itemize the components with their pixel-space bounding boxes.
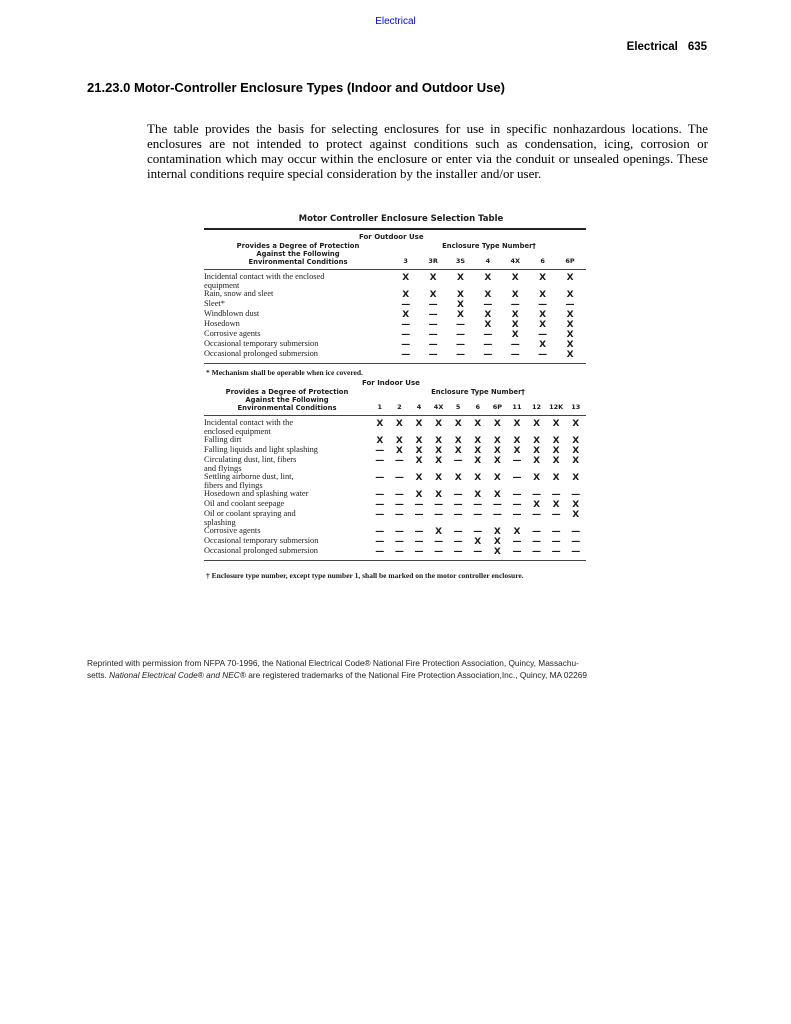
mark-cell: — bbox=[375, 446, 385, 456]
indoor-header-rule bbox=[204, 415, 586, 416]
outdoor-enclosure-header: Enclosure Type Number† bbox=[442, 242, 536, 250]
credit-line bbox=[87, 657, 717, 681]
mark-cell: — bbox=[394, 473, 404, 483]
mark-cell: X bbox=[474, 456, 482, 466]
mark-cell: — bbox=[375, 547, 385, 557]
mark-cell: — bbox=[401, 350, 411, 360]
outdoor-column-header: 6P bbox=[565, 257, 575, 265]
mark-cell: — bbox=[512, 490, 522, 500]
mark-cell: — bbox=[455, 320, 465, 330]
mark-cell: X bbox=[435, 527, 443, 537]
mark-cell: X bbox=[474, 419, 482, 429]
indoor-section bbox=[204, 379, 586, 580]
mark-cell: — bbox=[453, 500, 463, 510]
table-title: Motor Controller Enclosure Selection Table bbox=[298, 214, 504, 224]
mark-cell: — bbox=[512, 537, 522, 547]
mark-cell: — bbox=[375, 537, 385, 547]
mark-cell: — bbox=[565, 300, 575, 310]
mark-cell: X bbox=[539, 310, 547, 320]
mark-cell: — bbox=[473, 547, 483, 557]
mark-cell: X bbox=[493, 527, 501, 537]
mark-cell: — bbox=[401, 330, 411, 340]
row-marks bbox=[370, 456, 586, 466]
mark-cell: X bbox=[493, 419, 501, 429]
mark-cell: — bbox=[571, 547, 581, 557]
mark-cell: — bbox=[428, 310, 438, 320]
outdoor-column-header: 3R bbox=[428, 257, 438, 265]
mark-cell: X bbox=[402, 273, 410, 283]
mark-cell: — bbox=[428, 330, 438, 340]
condition-label: Corrosive agents bbox=[204, 526, 261, 535]
mark-cell: — bbox=[453, 490, 463, 500]
mark-cell: X bbox=[376, 436, 384, 446]
mark-cell: X bbox=[457, 273, 464, 283]
indoor-column-header: 5 bbox=[455, 403, 461, 411]
mark-cell: X bbox=[429, 273, 437, 283]
mark-cell: X bbox=[457, 300, 464, 310]
credit-prefix: setts. bbox=[87, 670, 110, 680]
mark-cell: — bbox=[453, 527, 463, 537]
indoor-column-header: 4 bbox=[416, 403, 422, 411]
condition-label: Rain, snow and sleet bbox=[204, 289, 274, 298]
outdoor-heading: For Outdoor Use bbox=[359, 233, 424, 241]
mark-cell: — bbox=[401, 340, 411, 350]
mark-cell: X bbox=[454, 446, 462, 456]
electrical-link[interactable]: Electrical bbox=[375, 16, 416, 27]
mark-cell: — bbox=[538, 350, 548, 360]
mark-cell: X bbox=[513, 527, 521, 537]
row-marks bbox=[392, 310, 584, 320]
mark-cell: — bbox=[394, 537, 404, 547]
row-marks bbox=[370, 500, 586, 510]
mark-cell: — bbox=[375, 527, 385, 537]
mark-cell: X bbox=[493, 456, 501, 466]
mark-cell: — bbox=[483, 330, 493, 340]
credit-trademark-names: National Electrical Code® and NEC® bbox=[109, 670, 246, 680]
mark-cell: X bbox=[454, 436, 462, 446]
indoor-column-header: 2 bbox=[397, 403, 402, 411]
mark-cell: — bbox=[532, 510, 542, 520]
row-marks bbox=[392, 330, 584, 340]
running-head-section: Electrical bbox=[626, 41, 678, 53]
mark-cell: — bbox=[571, 537, 581, 547]
mark-cell: X bbox=[415, 456, 423, 466]
condition-label: Falling dirt bbox=[204, 435, 242, 444]
mark-cell: X bbox=[435, 436, 443, 446]
mark-cell: — bbox=[571, 490, 581, 500]
mark-cell: — bbox=[492, 510, 502, 520]
outdoor-column-header: 3 bbox=[403, 257, 408, 265]
mark-cell: X bbox=[435, 456, 443, 466]
indoor-footnote: † Enclosure type number, except type number 1, shall be marked on the motor controller enclosure. bbox=[206, 571, 524, 580]
credit-line-2 bbox=[87, 669, 717, 681]
running-head bbox=[627, 41, 707, 53]
table-row bbox=[204, 310, 586, 320]
mark-cell: — bbox=[473, 500, 483, 510]
mark-cell: X bbox=[552, 446, 560, 456]
mark-cell: — bbox=[434, 547, 444, 557]
mark-cell: — bbox=[551, 537, 561, 547]
mark-cell: X bbox=[415, 419, 423, 429]
outdoor-column-header: 6 bbox=[540, 257, 545, 265]
table-row bbox=[204, 350, 586, 360]
indoor-column-header: 6P bbox=[492, 403, 502, 411]
condition-label: Circulating dust, lint, fibers and flyings bbox=[204, 455, 297, 473]
mark-cell: X bbox=[552, 500, 560, 510]
table-row bbox=[204, 547, 586, 557]
mark-cell: X bbox=[572, 446, 580, 456]
mark-cell: X bbox=[493, 490, 501, 500]
mark-cell: — bbox=[394, 527, 404, 537]
condition-label: Oil and coolant seepage bbox=[204, 499, 285, 508]
condition-label: Settling airborne dust, lint, fibers and flyings bbox=[204, 472, 294, 490]
mark-cell: — bbox=[512, 456, 522, 466]
mark-cell: — bbox=[510, 340, 520, 350]
condition-label: Occasional prolonged submersion bbox=[204, 546, 318, 555]
mark-cell: X bbox=[429, 290, 437, 300]
mark-cell: X bbox=[402, 310, 410, 320]
condition-label: Hosedown bbox=[204, 319, 240, 328]
mark-cell: — bbox=[538, 300, 548, 310]
condition-label: Occasional prolonged submersion bbox=[204, 349, 318, 358]
mark-cell: X bbox=[572, 473, 580, 483]
row-marks bbox=[392, 350, 584, 360]
mark-cell: — bbox=[434, 500, 444, 510]
mark-cell: X bbox=[435, 419, 443, 429]
mark-cell: X bbox=[539, 320, 547, 330]
mark-cell: — bbox=[551, 547, 561, 557]
mark-cell: — bbox=[510, 300, 520, 310]
indoor-column-header: 6 bbox=[475, 403, 481, 411]
outdoor-column-header: 3S bbox=[455, 257, 466, 265]
indoor-column-header: 4X bbox=[433, 403, 444, 411]
mark-cell: — bbox=[512, 547, 522, 557]
mark-cell: X bbox=[566, 290, 574, 300]
mark-cell: — bbox=[492, 500, 502, 510]
mark-cell: X bbox=[552, 456, 560, 466]
mark-cell: X bbox=[513, 446, 521, 456]
mark-cell: — bbox=[551, 490, 561, 500]
condition-label: Oil or coolant spraying and splashing bbox=[204, 509, 296, 527]
mark-cell: — bbox=[394, 456, 404, 466]
mark-cell: — bbox=[473, 527, 483, 537]
row-marks bbox=[370, 419, 586, 429]
row-marks bbox=[370, 527, 586, 537]
indoor-heading: For Indoor Use bbox=[362, 379, 420, 387]
mark-cell: — bbox=[453, 510, 463, 520]
mark-cell: X bbox=[566, 320, 574, 330]
row-marks bbox=[370, 490, 586, 500]
row-marks bbox=[392, 300, 584, 310]
row-marks bbox=[392, 320, 584, 330]
mark-cell: X bbox=[572, 436, 580, 446]
mark-cell: X bbox=[454, 473, 462, 483]
mark-cell: X bbox=[474, 436, 482, 446]
mark-cell: X bbox=[513, 436, 521, 446]
indoor-rows bbox=[204, 419, 586, 557]
mark-cell: X bbox=[552, 473, 560, 483]
mark-cell: X bbox=[415, 490, 423, 500]
condition-label: Corrosive agents bbox=[204, 329, 261, 338]
intro-paragraph: The table provides the basis for selecting enclosures for use in specific nonhazardous locations. The enclosures are not intended to protect against conditions such as condensation, icing, corrosion or contamination which may occur within the enclosure or enter via the conduit or unsealed openings. These internal conditions require special consideration by the installer and/or user. bbox=[147, 121, 708, 181]
outdoor-section bbox=[204, 233, 586, 377]
mark-cell: X bbox=[395, 446, 403, 456]
mark-cell: X bbox=[533, 419, 541, 429]
mark-cell: — bbox=[434, 537, 444, 547]
mark-cell: X bbox=[474, 446, 482, 456]
mark-cell: — bbox=[428, 350, 438, 360]
mark-cell: X bbox=[533, 436, 541, 446]
mark-cell: — bbox=[428, 340, 438, 350]
mark-cell: X bbox=[513, 419, 521, 429]
mark-cell: X bbox=[511, 330, 519, 340]
mark-cell: — bbox=[551, 527, 561, 537]
row-marks bbox=[392, 290, 584, 300]
mark-cell: X bbox=[493, 436, 501, 446]
mark-cell: X bbox=[493, 547, 501, 557]
outdoor-bottom-rule bbox=[204, 363, 586, 364]
indoor-enclosure-header: Enclosure Type Number† bbox=[431, 388, 525, 396]
mark-cell: — bbox=[394, 547, 404, 557]
row-marks bbox=[370, 537, 586, 547]
mark-cell: — bbox=[483, 340, 493, 350]
mark-cell: — bbox=[532, 537, 542, 547]
mark-cell: X bbox=[533, 473, 541, 483]
condition-label: Incidental contact with the enclosed equipment bbox=[204, 418, 294, 436]
mark-cell: X bbox=[454, 419, 462, 429]
mark-cell: — bbox=[394, 500, 404, 510]
row-marks bbox=[370, 473, 586, 483]
mark-cell: — bbox=[571, 527, 581, 537]
mark-cell: — bbox=[401, 300, 411, 310]
mark-cell: — bbox=[473, 510, 483, 520]
mark-cell: — bbox=[455, 350, 465, 360]
condition-label: Hosedown and splashing water bbox=[204, 489, 309, 498]
mark-cell: — bbox=[453, 547, 463, 557]
mark-cell: — bbox=[532, 527, 542, 537]
page-number: 635 bbox=[687, 41, 707, 53]
table-row bbox=[204, 419, 586, 436]
mark-cell: — bbox=[414, 547, 424, 557]
mark-cell: — bbox=[512, 510, 522, 520]
condition-label: Windblown dust bbox=[204, 309, 260, 318]
mark-cell: — bbox=[532, 547, 542, 557]
condition-label: Occasional temporary submersion bbox=[204, 536, 319, 545]
table-row bbox=[204, 273, 586, 290]
mark-cell: X bbox=[572, 456, 580, 466]
mark-cell: — bbox=[375, 473, 385, 483]
mark-cell: — bbox=[453, 456, 463, 466]
table-row bbox=[204, 456, 586, 473]
mark-cell: — bbox=[510, 350, 520, 360]
mark-cell: X bbox=[552, 419, 560, 429]
mark-cell: — bbox=[455, 340, 465, 350]
mark-cell: X bbox=[572, 500, 580, 510]
mark-cell: X bbox=[533, 446, 541, 456]
mark-cell: X bbox=[435, 490, 443, 500]
indoor-column-header: 12 bbox=[532, 403, 542, 411]
mark-cell: X bbox=[511, 273, 519, 283]
mark-cell: — bbox=[483, 300, 493, 310]
row-marks bbox=[370, 547, 586, 557]
mark-cell: — bbox=[414, 500, 424, 510]
indoor-column-header: 12K bbox=[549, 403, 564, 411]
mark-cell: — bbox=[434, 510, 444, 520]
mark-cell: X bbox=[539, 290, 547, 300]
mark-cell: — bbox=[551, 510, 561, 520]
mark-cell: X bbox=[435, 446, 443, 456]
mark-cell: — bbox=[375, 500, 385, 510]
mark-cell: — bbox=[532, 490, 542, 500]
mark-cell: X bbox=[457, 290, 464, 300]
mark-cell: X bbox=[566, 350, 574, 360]
mark-cell: X bbox=[435, 473, 443, 483]
row-marks bbox=[370, 436, 586, 446]
condition-label: Incidental contact with the enclosed equipment bbox=[204, 272, 325, 290]
outdoor-header-rule bbox=[204, 269, 586, 270]
mark-cell: — bbox=[375, 490, 385, 500]
mark-cell: — bbox=[455, 330, 465, 340]
row-marks bbox=[370, 510, 586, 520]
mark-cell: — bbox=[375, 456, 385, 466]
indoor-column-headers bbox=[370, 403, 586, 411]
mark-cell: X bbox=[457, 310, 464, 320]
mark-cell: — bbox=[375, 510, 385, 520]
table-row bbox=[204, 473, 586, 490]
mark-cell: X bbox=[511, 310, 519, 320]
outdoor-column-header: 4 bbox=[485, 257, 491, 265]
outdoor-header bbox=[204, 242, 586, 266]
mark-cell: X bbox=[566, 340, 574, 350]
mark-cell: X bbox=[415, 473, 423, 483]
outdoor-protection-header: Provides a Degree of Protection Against the Following Environmental Conditions bbox=[236, 242, 360, 266]
mark-cell: — bbox=[401, 320, 411, 330]
indoor-column-header: 11 bbox=[512, 403, 522, 411]
mark-cell: X bbox=[474, 490, 482, 500]
mark-cell: X bbox=[539, 340, 547, 350]
mark-cell: — bbox=[483, 350, 493, 360]
outdoor-column-header: 4X bbox=[510, 257, 521, 265]
mark-cell: — bbox=[428, 300, 438, 310]
mark-cell: X bbox=[484, 290, 492, 300]
mark-cell: X bbox=[376, 419, 384, 429]
mark-cell: X bbox=[572, 419, 580, 429]
mark-cell: — bbox=[538, 330, 548, 340]
mark-cell: X bbox=[533, 456, 541, 466]
mark-cell: — bbox=[428, 320, 438, 330]
mark-cell: X bbox=[415, 436, 423, 446]
mark-cell: X bbox=[539, 273, 547, 283]
row-marks bbox=[392, 273, 584, 283]
condition-label: Sleet* bbox=[204, 299, 225, 308]
mark-cell: X bbox=[395, 419, 403, 429]
outdoor-footnote: * Mechanism shall be operable when ice covered. bbox=[206, 368, 363, 377]
mark-cell: — bbox=[414, 527, 424, 537]
mark-cell: X bbox=[484, 320, 492, 330]
mark-cell: X bbox=[484, 273, 492, 283]
indoor-header bbox=[204, 388, 586, 412]
condition-label: Falling liquids and light splashing bbox=[204, 445, 318, 454]
mark-cell: X bbox=[493, 473, 501, 483]
mark-cell: X bbox=[395, 436, 403, 446]
indoor-column-header: 13 bbox=[571, 403, 581, 411]
outdoor-rows bbox=[204, 273, 586, 360]
mark-cell: X bbox=[511, 320, 519, 330]
mark-cell: X bbox=[474, 537, 482, 547]
mark-cell: X bbox=[566, 310, 574, 320]
mark-cell: — bbox=[414, 510, 424, 520]
mark-cell: — bbox=[453, 537, 463, 547]
credit-line-1: Reprinted with permission from NFPA 70-1996, the National Electrical Code® National Fire Protection Association, Quincy, Massachu- bbox=[87, 658, 579, 668]
mark-cell: X bbox=[415, 446, 423, 456]
mark-cell: X bbox=[484, 310, 492, 320]
table-row bbox=[204, 320, 586, 330]
table-row bbox=[204, 510, 586, 527]
mark-cell: X bbox=[493, 446, 501, 456]
mark-cell: X bbox=[402, 290, 410, 300]
mark-cell: X bbox=[566, 273, 574, 283]
row-marks bbox=[392, 340, 584, 350]
indoor-protection-header: Provides a Degree of Protection Against the Following Environmental Conditions bbox=[225, 388, 349, 412]
outdoor-column-headers bbox=[392, 257, 586, 265]
mark-cell: X bbox=[572, 510, 580, 520]
indoor-bottom-rule bbox=[204, 560, 586, 561]
condition-label: Occasional temporary submersion bbox=[204, 339, 319, 348]
mark-cell: — bbox=[394, 510, 404, 520]
row-marks bbox=[370, 446, 586, 456]
mark-cell: X bbox=[493, 537, 501, 547]
mark-cell: X bbox=[511, 290, 519, 300]
enclosure-selection-table bbox=[204, 214, 586, 580]
mark-cell: X bbox=[552, 436, 560, 446]
mark-cell: X bbox=[474, 473, 482, 483]
mark-cell: — bbox=[512, 500, 522, 510]
mark-cell: — bbox=[394, 490, 404, 500]
mark-cell: X bbox=[533, 500, 541, 510]
indoor-column-header: 1 bbox=[377, 403, 383, 411]
mark-cell: — bbox=[512, 473, 522, 483]
section-title: 21.23.0 Motor-Controller Enclosure Types (Indoor and Outdoor Use) bbox=[87, 80, 505, 95]
credit-rest: are registered trademarks of the National Fire Protection Association,Inc., Quincy, MA 02269 bbox=[245, 670, 587, 680]
table-row bbox=[204, 290, 586, 300]
mark-cell: X bbox=[566, 330, 574, 340]
mark-cell: — bbox=[414, 537, 424, 547]
table-row bbox=[204, 300, 586, 310]
table-top-rule bbox=[204, 228, 586, 230]
